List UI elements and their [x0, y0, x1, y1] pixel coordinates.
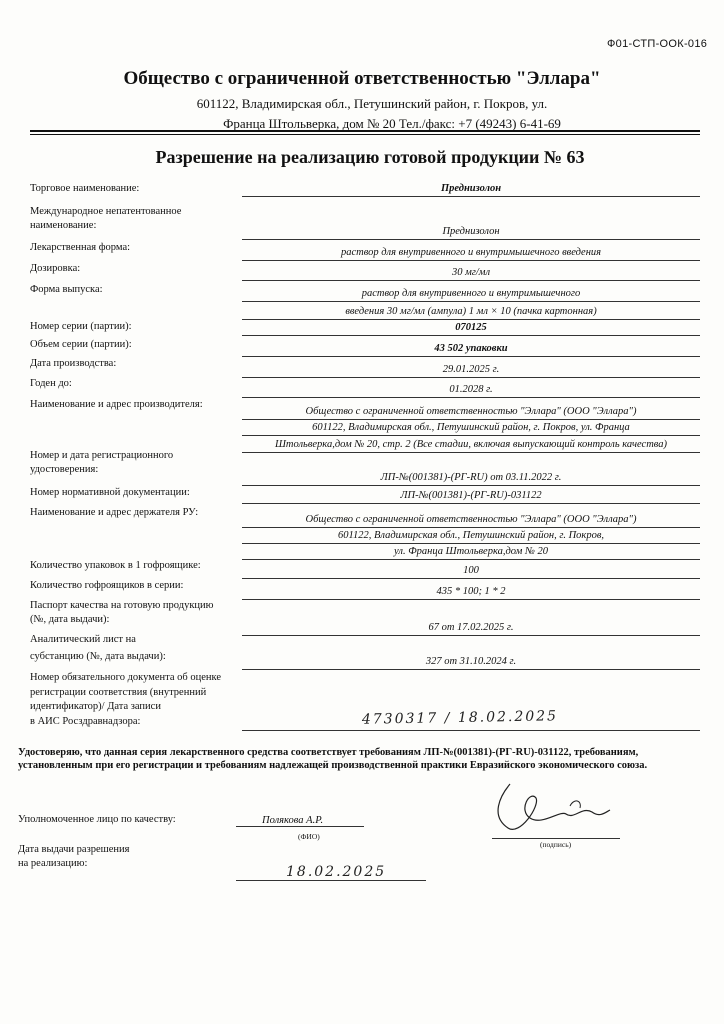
label-inn: Международное непатентованное [30, 206, 182, 217]
underline [242, 301, 700, 302]
label-series: Номер серии (партии): [30, 321, 132, 332]
value-normative-doc: ЛП-№(001381)-(РГ-RU)-031122 [400, 490, 542, 501]
underline [242, 503, 700, 504]
underline [242, 397, 700, 398]
underline [242, 335, 700, 336]
underline [242, 356, 700, 357]
underline [242, 669, 700, 670]
label-dose: Дозировка: [30, 263, 81, 274]
underline [242, 485, 700, 486]
value-manufacturer-1: Общество с ограниченной ответственностью "Эллара" (ООО "Эллара") [305, 406, 637, 417]
value-release-form-1: раствор для внутривенного и внутримышечного [361, 288, 581, 299]
value-series-volume: 43 502 упаковки [434, 343, 508, 354]
certification-statement: Удостоверяю, что данная серия лекарственного средства соответствует требованиям ЛП-№(001381)-(РГ-RU)-031122, требованиям, установленным при его регистрации и требованиям надлежащей производственной практики Евразийского экономического союза. [18, 747, 648, 771]
underline [242, 319, 700, 320]
signature-line [492, 838, 620, 839]
underline [242, 435, 700, 436]
label-boxes-in-series: Количество гофроящиков в серии: [30, 580, 184, 591]
underline [242, 730, 700, 731]
label-issue-date-2: на реализацию: [18, 858, 88, 869]
signature-caption: (подпись) [540, 840, 572, 849]
value-inn: Преднизолон [442, 226, 500, 237]
value-registration: ЛП-№(001381)-(РГ-RU) от 03.11.2022 г. [380, 472, 562, 483]
organization-address-line2: Франца Штольверка, дом № 20 Тел./факс: +7 (49243) 6-41-69 [223, 116, 561, 131]
label-ais-record-2: регистрации соответствия (внутренний [30, 687, 207, 698]
label-normative-doc: Номер нормативной документации: [30, 487, 190, 498]
underline [242, 280, 700, 281]
value-production-date: 29.01.2025 г. [442, 364, 500, 375]
label-trade-name: Торговое наименование: [30, 183, 140, 194]
underline [242, 543, 700, 544]
issue-date-line [236, 880, 426, 881]
label-analytical-sheet: Аналитический лист на [30, 634, 136, 645]
underline [242, 419, 700, 420]
issue-date-value: 18.02.2025 [286, 864, 387, 880]
label-expiry: Годен до: [30, 378, 72, 389]
value-dosage-form: раствор для внутривенного и внутримышечного введения [340, 247, 602, 258]
value-packs-per-box: 100 [463, 565, 479, 576]
label-release-form: Форма выпуска: [30, 284, 103, 295]
document-code: Ф01-СТП-ООК-016 [607, 38, 708, 50]
value-series: 070125 [455, 322, 487, 333]
label-registration: Номер и дата регистрационного [30, 450, 174, 461]
label-dosage-form: Лекарственная форма: [30, 242, 131, 253]
label-issue-date: Дата выдачи разрешения [18, 844, 130, 855]
value-boxes-in-series: 435 * 100; 1 * 2 [436, 586, 506, 597]
underline [242, 599, 700, 600]
label-analytical-sheet-2: субстанцию (№, дата выдачи): [30, 651, 166, 662]
underline [242, 377, 700, 378]
label-packs-per-box: Количество упаковок в 1 гофроящике: [30, 560, 201, 571]
document-title: Разрешение на реализацию готовой продукции № 63 [155, 147, 585, 167]
label-manufacturer: Наименование и адрес производителя: [30, 399, 203, 410]
label-series-volume: Объем серии (партии): [30, 339, 132, 350]
value-holder-1: Общество с ограниченной ответственностью "Эллара" (ООО "Эллара") [305, 514, 637, 525]
name-caption: (ФИО) [298, 832, 320, 841]
label-inn-2: наименование: [30, 220, 97, 231]
underline [242, 527, 700, 528]
authorized-person-name: Полякова А.Р. [262, 815, 324, 826]
value-quality-passport: 67 от 17.02.2025 г. [428, 622, 514, 633]
name-line [236, 826, 364, 827]
label-production-date: Дата производства: [30, 358, 117, 369]
handwritten-signature [470, 776, 620, 842]
label-holder: Наименование и адрес держателя РУ: [30, 507, 199, 518]
value-holder-3: ул. Франца Штольверка,дом № 20 [394, 546, 548, 557]
organization-address-line1: 601122, Владимирская обл., Петушинский район, г. Покров, ул. [196, 96, 548, 111]
underline [242, 635, 700, 636]
label-registration-2: удостоверения: [30, 464, 99, 475]
label-quality-passport: Паспорт качества на готовую продукцию [30, 600, 214, 611]
organization-name: Общество с ограниченной ответственностью "Эллара" [123, 68, 601, 89]
label-ais-record-4: в АИС Росздравнадзора: [30, 716, 141, 727]
value-holder-2: 601122, Владимирская обл., Петушинский район, г. Покров, [337, 530, 605, 541]
value-release-form-2: введения 30 мг/мл (ампула) 1 мл × 10 (пачка картонная) [345, 306, 597, 317]
label-ais-record-3: идентификатор)/ Дата записи [30, 701, 161, 712]
label-quality-passport-2: (№, дата выдачи): [30, 614, 110, 625]
value-trade-name: Преднизолон [440, 183, 502, 194]
header-divider [30, 130, 700, 132]
value-analytical-sheet: 327 от 31.10.2024 г. [425, 656, 517, 667]
underline [242, 196, 700, 197]
value-expiry: 01.2028 г. [449, 384, 493, 395]
underline [242, 452, 700, 453]
value-ais-record: 4730317 / 18.02.2025 [361, 708, 559, 728]
underline [242, 260, 700, 261]
value-manufacturer-3: Штольверка,дом № 20, стр. 2 (Все стадии, включая выпускающий контроль качества) [274, 439, 668, 450]
underline [242, 239, 700, 240]
label-authorized-person: Уполномоченное лицо по качеству: [18, 814, 176, 825]
value-dose: 30 мг/мл [451, 267, 491, 278]
label-ais-record: Номер обязательного документа об оценке [30, 672, 222, 683]
underline [242, 559, 700, 560]
underline [242, 578, 700, 579]
value-manufacturer-2: 601122, Владимирская обл., Петушинский район, г. Покров, ул. Франца [312, 422, 630, 433]
header-divider-thin [30, 134, 700, 135]
